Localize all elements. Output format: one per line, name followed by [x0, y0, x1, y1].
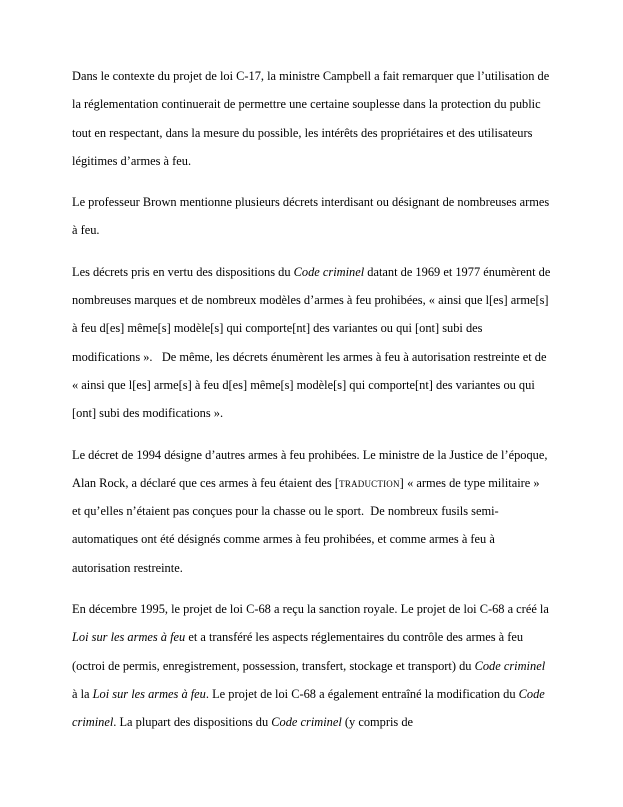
text-run: (y compris de	[341, 715, 414, 730]
italic-text-run: Code criminel	[72, 686, 548, 730]
italic-text-run: Loi sur les armes à feu	[72, 630, 186, 645]
text-run: datant de 1969 et 1977 énumèrent de nombreuses marques et de nombreux modèles d’armes à feu prohibées, « ainsi que l[es] arme[s] à feu d[es] même[s] modèle[s] qui comporte[nt] des variantes ou qui [ont] subi des modifications ». De même, les décrets énumèrent les armes à feu à autorisation restreinte et de « ainsi que l[es] arme[s] à feu d[es] même[s] modèle[s] qui comporte[nt] des variantes ou qui [ont] subi des modifications ».	[72, 264, 554, 421]
smallcaps-text-run: [traduction]	[334, 475, 404, 490]
text-run: à la	[72, 658, 549, 701]
text-run: Le décret de 1994 désigne d’autres armes à feu prohibées. Le ministre de la Justice de l’époque, Alan Rock, a déclaré que ces armes à feu étaient des	[72, 447, 550, 490]
text-run: En décembre 1995, le projet de loi C-68 a reçu la sanction royale. Le projet de loi C-68 a créé la	[72, 602, 552, 617]
document-body	[72, 62, 554, 750]
text-run: Le professeur Brown mentionne plusieurs décrets interdisant ou désignant de nombreuses armes à feu.	[72, 195, 553, 238]
italic-text-run: Code criminel	[474, 658, 546, 673]
text-run: Dans le contexte du projet de loi C-17, la ministre Campbell a fait remarquer que l’utilisation de la réglementation continuerait de permettre une certaine souplesse dans la protection du public tout en respectant, dans la mesure du possible, les intérêts des propriétaires et des utilisateurs légitimes d’armes à feu.	[72, 69, 553, 168]
italic-text-run: Code criminel	[271, 715, 342, 730]
italic-text-run: Code criminel	[293, 264, 365, 279]
paragraph	[72, 258, 554, 428]
paragraph	[72, 441, 551, 582]
italic-text-run: Loi sur les armes à feu	[92, 686, 206, 701]
text-run: « armes de type militaire » et qu’elles n’étaient pas conçues pour la chasse ou le sport. De nombreux fusils semi-automatiques ont été désignés comme armes à feu prohibées, et comme armes à feu à autorisation restreinte.	[72, 475, 543, 575]
text-run: . La plupart des dispositions du	[113, 715, 272, 730]
paragraph	[72, 595, 551, 736]
text-run: . Le projet de loi C-68 a également entraîné la modification du	[205, 686, 519, 701]
text-run: et a transféré les aspects réglementaires du contrôle des armes à feu (octroi de permis, enregistrement, possession, transfert, stockage et transport) du	[72, 630, 527, 673]
text-run: Les décrets pris en vertu des dispositions du	[72, 264, 294, 279]
paragraph	[72, 188, 551, 245]
paragraph	[72, 62, 551, 175]
